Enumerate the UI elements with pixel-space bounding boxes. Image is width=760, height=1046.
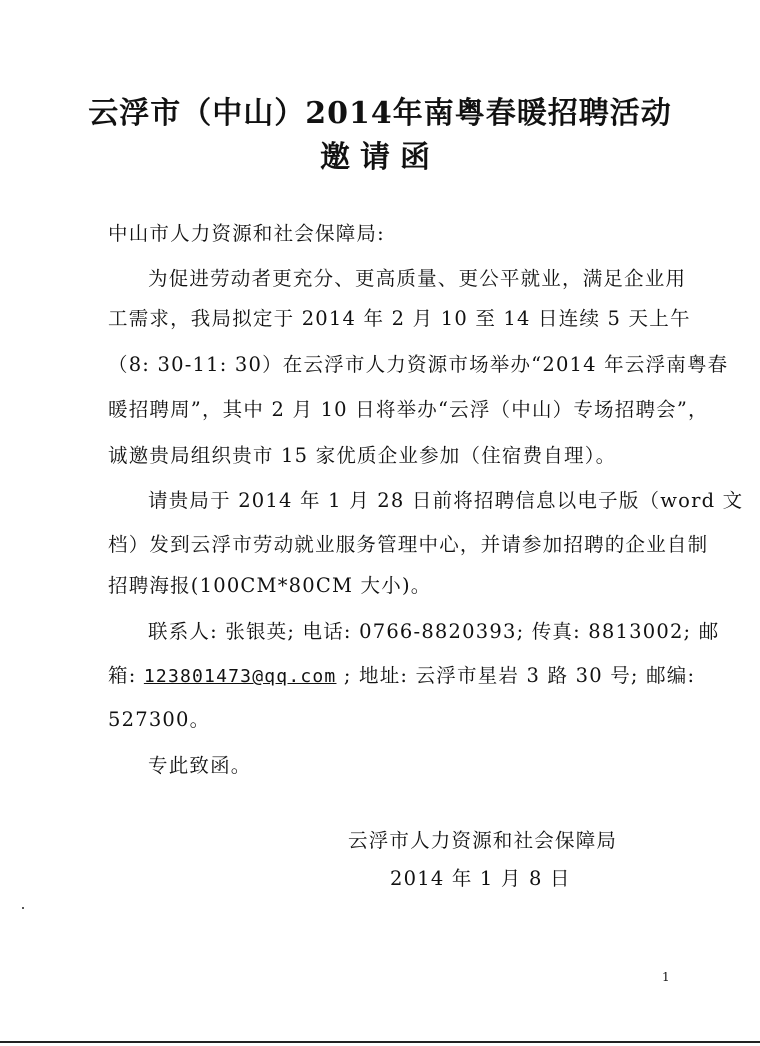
email-label: 箱: xyxy=(108,664,144,687)
para2-line1: 请贵局于 2014 年 1 月 28 日前将招聘信息以电子版（word 文 xyxy=(148,489,744,512)
para1-line5: 诚邀贵局组织贵市 15 家优质企业参加（住宿费自理）。 xyxy=(108,444,617,467)
para2-line2: 档）发到云浮市劳动就业服务管理中心，并请参加招聘的企业自制 xyxy=(108,533,709,556)
signature-org: 云浮市人力资源和社会保障局 xyxy=(348,829,618,852)
document-subtitle: 邀请函 xyxy=(320,140,440,175)
para1-line4: 暖招聘周”，其中 2 月 10 日将举办“云浮（中山）专场招聘会”， xyxy=(108,398,709,421)
page-number: 1 xyxy=(662,970,670,984)
contact-line1: 联系人: 张银英; 电话: 0766-8820393; 传真: 8813002; 邮 xyxy=(148,620,720,643)
signature-date: 2014 年 1 月 8 日 xyxy=(390,867,571,890)
closing-text: 专此致函。 xyxy=(148,754,252,777)
email-link[interactable]: 123801473@qq.com xyxy=(143,666,337,687)
para1-line2: 工需求，我局拟定于 2014 年 2 月 10 至 14 日连续 5 天上午 xyxy=(108,307,691,330)
para2-line3: 招聘海报(100CM*80CM 大小)。 xyxy=(108,574,432,597)
scan-speck xyxy=(22,907,24,909)
salutation: 中山市人力资源和社会保障局: xyxy=(108,222,385,245)
para1-line3: （8: 30-11: 30）在云浮市人力资源市场举办“2014 年云浮南粤春 xyxy=(108,353,729,376)
bottom-edge-line xyxy=(0,1041,760,1043)
contact-line3: 527300。 xyxy=(108,708,211,731)
address-text: ; 地址: 云浮市星岩 3 路 30 号; 邮编: xyxy=(336,664,696,687)
contact-line2 xyxy=(108,660,695,688)
para1-line1: 为促进劳动者更充分、更高质量、更公平就业，满足企业用 xyxy=(148,267,687,290)
document-title: 云浮市（中山）2014年南粤春暖招聘活动 xyxy=(88,96,672,131)
